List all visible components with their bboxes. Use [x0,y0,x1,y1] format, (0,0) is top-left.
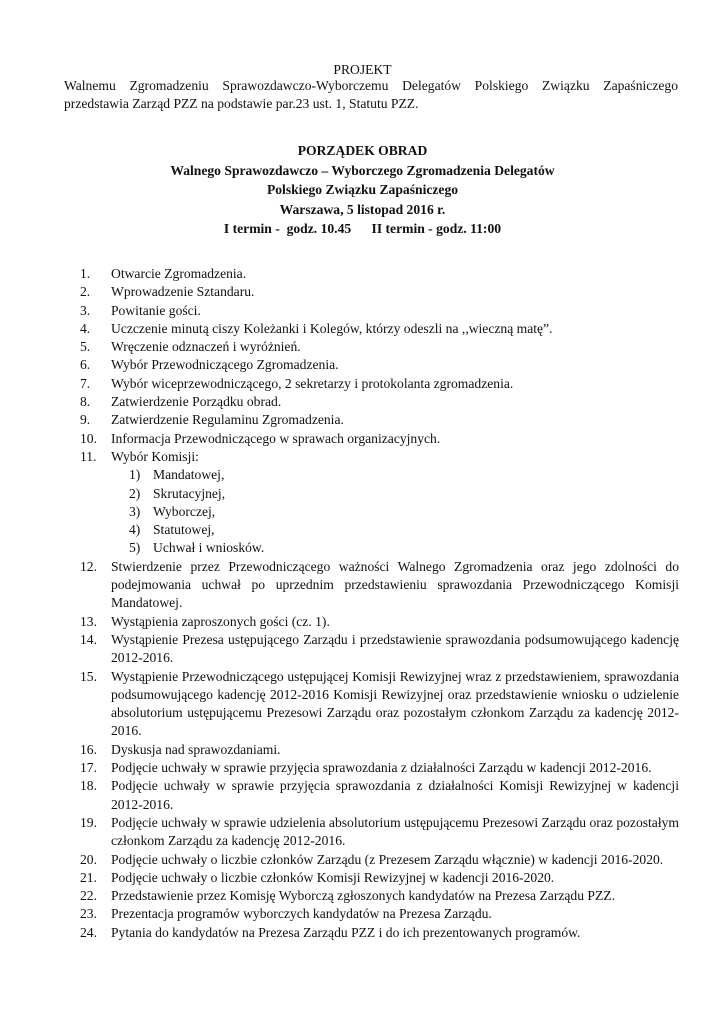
agenda-item-text: Wybór Komisji: [111,448,199,464]
agenda-item-number: 14. [80,631,97,647]
agenda-item [0,887,679,905]
agenda-item-text: Wybór wiceprzewodniczącego, 2 sekretarzy i protokolanta zgromadzenia. [111,375,514,391]
commission-number: 3) [129,503,141,519]
agenda-item-text: Prezentacja programów wyborczych kandydatów na Prezesa Zarządu. [111,906,492,922]
agenda-item-number: 23. [80,906,97,922]
agenda-item-number: 3. [80,302,91,318]
agenda-item [0,631,679,668]
agenda-item-text: Wystąpienia zaproszonych gości (cz. 1). [111,613,330,629]
agenda-item [0,356,679,374]
date-place: Warszawa, 5 listopad 2016 r. [279,201,446,217]
agenda-item-number: 22. [80,888,97,904]
agenda-item [0,869,679,887]
time-terms: I termin - godz. 10.45 II termin - godz. 11:00 [223,221,502,236]
agenda-item-text: Podjęcie uchwały w sprawie przyjęcia sprawozdania z działalności Zarządu w kadencji 2012-2016. [111,760,652,776]
commission-number: 4) [129,522,141,538]
agenda-item-text: Podjęcie uchwały o liczbie członków Zarządu (z Prezesem Zarządu włącznie) w kadencji 2016-2020. [111,851,664,867]
agenda-item-text: Uczczenie minutą ciszy Koleżanki i Kolegów, którzy odeszli na ,,wieczną matę”. [111,320,553,336]
agenda-item-number: 15. [80,668,97,684]
agenda-item-text: Powitanie gości. [111,302,201,318]
agenda-item-number: 20. [80,851,97,867]
agenda-item-number: 24. [80,924,97,940]
agenda-item [0,302,679,320]
agenda-item-number: 2. [80,284,91,300]
agenda-item-text: Podjęcie uchwały w sprawie udzielenia absolutorium ustępującemu Prezesowi Zarządu oraz pozostałym członkom Zarządu za kadencję 2012-2016. [111,814,679,849]
agenda-item-text: Przedstawienie przez Komisję Wyborczą zgłoszonych kandydatów na Prezesa Zarządu PZZ. [111,888,615,904]
commission-item [0,539,725,557]
agenda-item [0,448,679,466]
agenda-item [0,338,679,356]
commission-text: Wyborczej, [153,503,216,519]
agenda-item-text: Dyskusja nad sprawozdaniami. [111,741,281,757]
agenda-item [0,375,679,393]
agenda-item [0,613,679,631]
agenda-item [0,283,679,301]
commission-item [0,503,725,521]
agenda-item-number: 18. [80,778,97,794]
agenda-item [0,814,679,851]
agenda-item-number: 11. [80,448,97,464]
agenda-item [0,759,679,777]
agenda-item-number: 1. [80,266,91,281]
commission-item [0,466,725,484]
agenda-item [0,924,679,942]
intro-paragraph: Walnemu Zgromadzeniu Sprawozdawczo-Wyborczemu Delegatów Polskiego Związku Zapaśniczego przedstawia Zarząd PZZ na podstawie par.23 ust. 1, Statutu PZZ. [64,78,678,111]
agenda-item [0,668,679,741]
agenda-item-text: Wystąpienie Prezesa ustępującego Zarządu i przedstawienie sprawozdania podsumowującego kadencję 2012-2016. [111,631,679,666]
agenda-item-text: Stwierdzenie przez Przewodniczącego ważności Walnego Zgromadzenia oraz jego zdolności do podejmowania uchwał po uprzednim przedstawieniu sprawozdania Przewodniczącego Komisji Mandatowej. [111,558,679,611]
commission-number: 5) [129,540,141,556]
agenda-item-text: Zatwierdzenie Regulaminu Zgromadzenia. [111,412,344,428]
agenda-item-text: Zatwierdzenie Porządku obrad. [111,394,282,410]
agenda-item-number: 16. [80,741,97,757]
agenda-item-text: Pytania do kandydatów na Prezesa Zarządu PZZ i do ich prezentowanych programów. [111,924,581,940]
agenda-item-number: 13. [80,613,97,629]
agenda-title-block [0,141,725,239]
agenda-item [0,265,679,283]
commission-number: 1) [129,467,141,483]
agenda-item-number: 9. [80,412,91,428]
agenda-item-text: Wręczenie odznaczeń i wyróżnień. [111,339,301,355]
agenda-item-number: 6. [80,357,91,373]
agenda-item [0,741,679,759]
agenda-title: PORZĄDEK OBRAD [297,143,428,158]
commission-text: Statutowej, [153,522,215,538]
agenda-item [0,430,679,448]
commission-item [0,521,725,539]
agenda-item-number: 12. [80,558,97,574]
agenda-item-text: Podjęcie uchwały w sprawie przyjęcia sprawozdania z działalności Komisji Rewizyjnej w kadencji 2012-2016. [111,778,679,812]
agenda-item-number: 4. [80,320,91,336]
agenda-item [0,393,679,411]
commission-text: Skrutacyjnej, [153,485,226,501]
agenda-item-text: Wybór Przewodniczącego Zgromadzenia. [111,357,339,373]
agenda-item-text: Wprowadzenie Sztandaru. [111,284,255,300]
agenda-item-number: 7. [80,375,91,391]
agenda-item-text: Otwarcie Zgromadzenia. [111,266,247,281]
agenda-item [0,411,679,429]
agenda-item [0,777,679,814]
commission-text: Mandatowej, [153,467,225,483]
agenda-item-text: Informacja Przewodniczącego w sprawach organizacyjnych. [111,430,441,446]
commission-number: 2) [129,485,141,501]
project-label: PROJEKT [333,62,392,77]
commission-text: Uchwał i wniosków. [153,540,265,556]
agenda-item-number: 19. [80,814,97,830]
agenda-item-text: Wystąpienie Przewodniczącego ustępującej Komisji Rewizyjnej wraz z przedstawieniem, sprawozdania podsumowującego kadencję 2012-2016 Komisji Rewizyjnej oraz przedstawienie wniosku o udzielenie absolutorium ustępującemu Prezesowi Zarządu oraz pozostałym członkom Zarządu za kadencję 2012-2016. [111,668,679,739]
organization-name: Polskiego Związku Zapaśniczego [266,182,459,197]
agenda-item-number: 10. [80,430,97,446]
agenda-item-number: 21. [80,869,97,885]
commission-item [0,485,725,503]
agenda-item [0,320,679,338]
agenda-item [0,905,679,923]
agenda-item-number: 5. [80,339,91,355]
agenda-item-text: Podjęcie uchwały o liczbie członków Komisji Rewizyjnej w kadencji 2016-2020. [111,869,555,885]
agenda-item-number: 17. [80,760,97,776]
assembly-name: Walnego Sprawozdawczo – Wyborczego Zgromadzenia Delegatów [170,162,555,178]
agenda-item-number: 8. [80,394,91,410]
agenda-item [0,558,679,613]
agenda-item [0,851,679,869]
agenda-list [0,265,725,942]
